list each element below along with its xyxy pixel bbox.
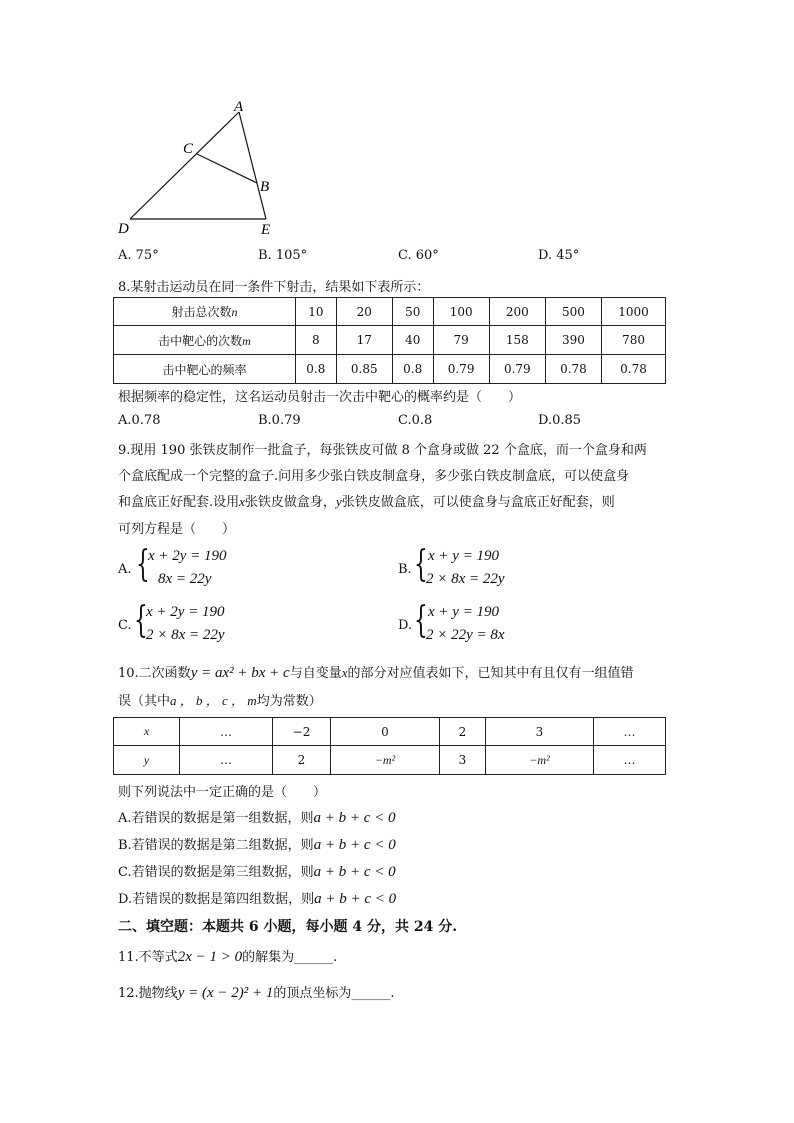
table-cell: 0.8 xyxy=(296,355,337,384)
q8-option-a[interactable]: A.0.78 xyxy=(118,413,161,428)
var-x: x xyxy=(239,494,245,509)
table-header-cell xyxy=(114,298,296,326)
table-cell: 50 xyxy=(392,298,433,326)
table-row xyxy=(114,355,666,384)
inequality: a + b + c < 0 xyxy=(314,891,397,907)
row-var: m xyxy=(242,333,251,348)
option-label: B. xyxy=(398,562,412,577)
table-cell: 0.78 xyxy=(602,355,666,384)
q11-expression: 2x − 1 > 0 xyxy=(177,949,243,965)
q9-option-b[interactable] xyxy=(398,544,548,593)
table-cell: −2 xyxy=(273,718,331,746)
q8-stem: 8.某射击运动员在同一条件下射击，结果如下表所示： xyxy=(118,280,430,295)
option-text: D.若错误的数据是第四组数据，则 xyxy=(118,892,315,907)
segment-ad xyxy=(130,112,239,219)
table-cell: 3 xyxy=(440,746,486,775)
q8-option-c[interactable]: C.0.8 xyxy=(398,413,433,428)
table-cell: 1000 xyxy=(602,298,666,326)
option-label: D. xyxy=(398,618,413,633)
q10-text: 的部分对应值表如下，已知其中有且仅有一组值错 xyxy=(347,666,634,681)
q10-text: 误（其中 xyxy=(118,694,171,709)
q10-option-a[interactable] xyxy=(118,807,396,827)
equation-2: 2 × 8x = 22y xyxy=(426,571,505,587)
segment-cb xyxy=(197,154,257,183)
table-cell: 17 xyxy=(336,326,392,355)
q9-option-d[interactable] xyxy=(398,600,548,649)
q11-text: 的解集为______. xyxy=(242,950,338,965)
table-header-cell xyxy=(114,326,296,355)
q9-line-2: 个盒底配成一个完整的盒子.问用多少张白铁皮制盒身，多少张白铁皮制盒底，可以使盒身 xyxy=(118,469,630,484)
point-label-d: D xyxy=(118,221,129,237)
q10-constants: a ， b ， c ， m xyxy=(170,693,257,708)
table-cell: 2 xyxy=(440,718,486,746)
q10-text: 与自变量 xyxy=(289,666,342,681)
var-y: y xyxy=(335,494,342,509)
option-label: C. xyxy=(118,618,132,633)
q8-option-d[interactable]: D.0.85 xyxy=(538,413,582,428)
equation-1: x + 2y = 190 xyxy=(146,604,225,620)
section-title: 二、填空题：本题共 6 小题，每小题 4 分，共 24 分. xyxy=(118,919,458,935)
table-cell: 0.78 xyxy=(545,355,601,384)
triangle-figure xyxy=(110,95,290,240)
equation-1: x + y = 190 xyxy=(428,548,500,564)
table-header-cell: x xyxy=(114,718,180,746)
option-text: A.若错误的数据是第一组数据，则 xyxy=(118,811,314,826)
table-cell: 0.85 xyxy=(336,355,392,384)
equation-2: 8x = 22y xyxy=(158,571,212,587)
point-label-a: A xyxy=(234,99,244,115)
q10-text: 10.二次函数 xyxy=(118,666,191,681)
table-cell: 40 xyxy=(392,326,433,355)
table-cell: 0.79 xyxy=(433,355,489,384)
q12 xyxy=(118,982,395,1002)
table-cell: 79 xyxy=(433,326,489,355)
inequality: a + b + c < 0 xyxy=(313,810,396,826)
q9-text: 张铁皮做盒底，可以使盒身与盒底正好配套，则 xyxy=(341,495,615,510)
q9-text: 张铁皮做盒身， xyxy=(244,495,336,510)
q9-option-a[interactable] xyxy=(118,544,268,593)
table-cell: 390 xyxy=(545,326,601,355)
table-cell: 200 xyxy=(489,298,545,326)
table-cell: … xyxy=(594,718,666,746)
brace-icon: { xyxy=(414,544,428,585)
inequality: a + b + c < 0 xyxy=(313,837,396,853)
table-cell: 3 xyxy=(486,718,594,746)
table-cell: 2 xyxy=(273,746,331,775)
table-row xyxy=(114,326,666,355)
q7-option-c[interactable]: C. 60° xyxy=(398,248,439,263)
table-row xyxy=(114,718,666,746)
q10-text: 均为常数） xyxy=(256,694,322,709)
option-text: B.若错误的数据是第二组数据，则 xyxy=(118,838,314,853)
row-head: 射击总次数 xyxy=(171,305,232,319)
q8-option-b[interactable]: B.0.79 xyxy=(258,413,301,428)
q10-line-1 xyxy=(118,662,634,682)
table-cell: … xyxy=(594,746,666,775)
segment-ae xyxy=(239,112,266,219)
table-cell: 100 xyxy=(433,298,489,326)
table-header-cell: y xyxy=(114,746,180,775)
q7-option-d[interactable]: D. 45° xyxy=(538,248,580,263)
equation-2: 2 × 22y = 8x xyxy=(426,627,505,643)
table-cell: 0.8 xyxy=(392,355,433,384)
table-cell: … xyxy=(180,746,273,775)
q11 xyxy=(118,946,337,966)
q7-option-a[interactable]: A. 75° xyxy=(118,248,159,263)
q10-table xyxy=(113,717,666,775)
equation-2: 2 × 8x = 22y xyxy=(146,627,225,643)
var-x: x xyxy=(341,665,348,680)
table-cell: … xyxy=(180,718,273,746)
option-text: C.若错误的数据是第三组数据，则 xyxy=(118,865,314,880)
brace-icon: { xyxy=(134,600,148,641)
q8-question: 根据频率的稳定性，这名运动员射击一次击中靶心的概率约是（ ） xyxy=(118,390,522,405)
q11-text: 11.不等式 xyxy=(118,950,178,965)
q10-option-d[interactable] xyxy=(118,888,396,908)
q10-option-c[interactable] xyxy=(118,861,396,881)
table-cell: 8 xyxy=(296,326,337,355)
q10-function: y = ax² + bx + c xyxy=(190,665,290,681)
table-cell: 0.79 xyxy=(489,355,545,384)
point-label-c: C xyxy=(183,141,194,157)
table-cell: 500 xyxy=(545,298,601,326)
inequality: a + b + c < 0 xyxy=(313,864,396,880)
equation-1: x + y = 190 xyxy=(428,604,500,620)
row-var: n xyxy=(231,305,238,319)
q8-table xyxy=(113,297,666,384)
brace-icon: { xyxy=(414,600,428,641)
q9-text: 和盒底正好配套.设用 xyxy=(118,495,240,510)
table-cell: −m² xyxy=(331,746,440,775)
q10-line-2 xyxy=(118,690,322,709)
table-cell: 158 xyxy=(489,326,545,355)
table-cell: 780 xyxy=(602,326,666,355)
table-row xyxy=(114,746,666,775)
point-label-b: B xyxy=(260,179,270,195)
q12-text: 12.抛物线 xyxy=(118,986,178,1001)
option-label: A. xyxy=(118,562,132,577)
q12-text: 的顶点坐标为______. xyxy=(273,986,395,1001)
point-label-e: E xyxy=(261,222,271,238)
q7-option-b[interactable]: B. 105° xyxy=(258,248,308,263)
q9-line-4: 可列方程是（ ） xyxy=(118,522,236,537)
q9-line-1: 9.现用 190 张铁皮制作一批盒子，每张铁皮可做 8 个盒身或做 22 个盒底，而一个盒身和两 xyxy=(118,443,647,458)
table-header-cell: 击中靶心的频率 xyxy=(114,355,296,384)
q9-line-3 xyxy=(118,491,615,510)
q12-expression: y = (x − 2)² + 1 xyxy=(177,985,274,1001)
table-cell: 10 xyxy=(296,298,337,326)
table-row xyxy=(114,298,666,326)
table-cell: 20 xyxy=(336,298,392,326)
table-cell: −m² xyxy=(486,746,594,775)
q10-option-b[interactable] xyxy=(118,834,396,854)
row-head: 击中靶心的次数 xyxy=(158,333,243,348)
table-cell: 0 xyxy=(331,718,440,746)
q9-option-c[interactable] xyxy=(118,600,268,649)
equation-1: x + 2y = 190 xyxy=(148,548,227,564)
brace-icon: { xyxy=(136,544,150,585)
q10-question: 则下列说法中一定正确的是（ ） xyxy=(118,785,327,800)
